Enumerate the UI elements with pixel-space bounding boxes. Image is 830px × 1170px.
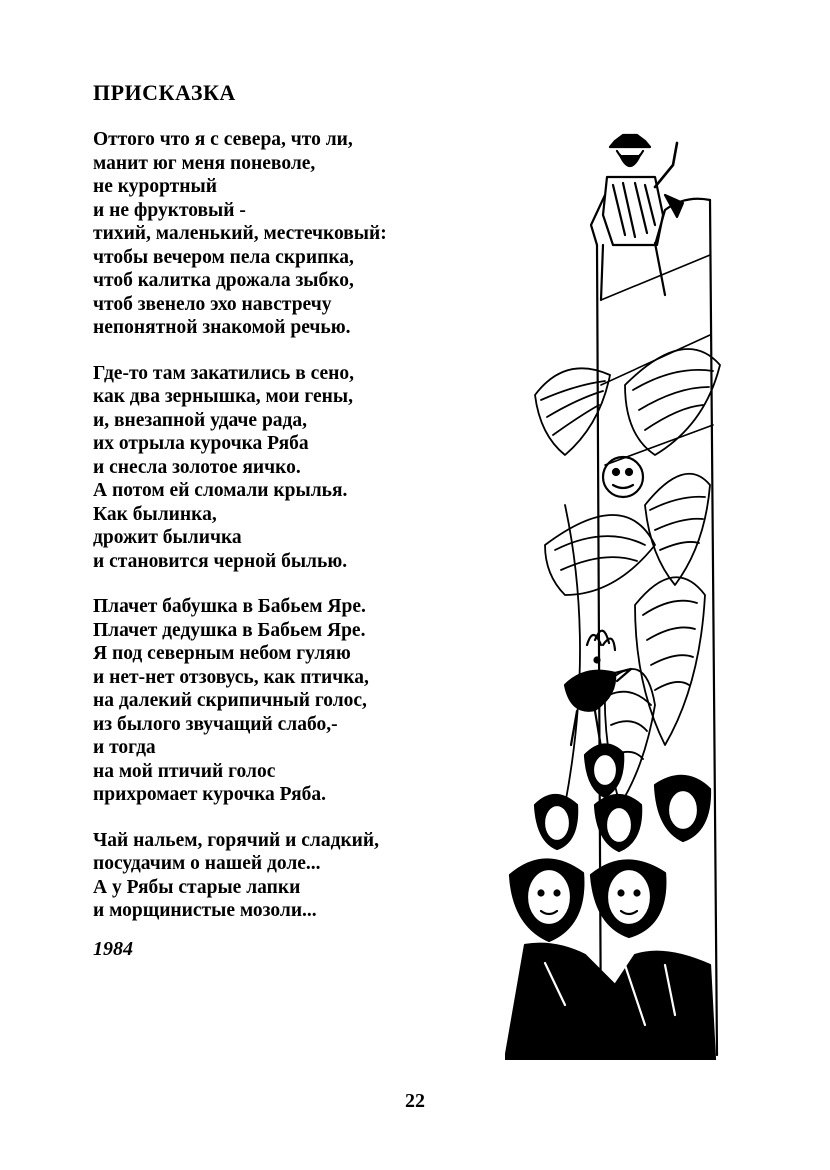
- poem-line: и морщинистые мозоли...: [93, 900, 317, 921]
- poem-line: манит юг меня поневоле,: [93, 152, 316, 174]
- ink-illustration: [505, 125, 745, 1060]
- poem-line: и не фруктовый -: [93, 199, 246, 221]
- poem-line: Оттого что я с севера, что ли,: [93, 129, 353, 150]
- poem-line: тихий, маленький, местечковый:: [93, 223, 387, 244]
- poem-line: посудачим о нашей доле...: [93, 853, 321, 874]
- poem-line: и тогда: [93, 737, 156, 758]
- poem-date: 1984: [93, 938, 133, 960]
- poem-line: на мой птичий голос: [93, 760, 276, 782]
- poem-line: и становится черной былью.: [93, 550, 348, 572]
- poem-line: прихромает курочка Ряба.: [93, 784, 326, 805]
- poem-line: Где-то там закатились в сено,: [93, 362, 355, 384]
- fiddler-figure: [591, 135, 683, 300]
- leaves: [535, 349, 720, 805]
- poem-line: как два зернышка, мои гены,: [93, 386, 353, 407]
- stanza-1: [93, 128, 493, 340]
- poem-line: не курортный: [93, 176, 217, 197]
- poem-line: А у Рябы старые лапки: [93, 876, 301, 898]
- poem-line: дрожит быличка: [93, 527, 242, 548]
- poem-line: Я под северным небом гуляю: [93, 643, 351, 664]
- stanza-4: [93, 829, 493, 923]
- page-number: 22: [405, 1090, 425, 1112]
- poem-line: Как былинка,: [93, 503, 217, 525]
- poem-title: ПРИСКАЗКА: [93, 80, 236, 105]
- poem-line: Плачет дедушка в Бабьем Яре.: [93, 619, 366, 641]
- poem-line: их отрыла курочка Ряба: [93, 433, 309, 454]
- stanza-2: [93, 362, 493, 574]
- poem-line: Чай нальем, горячий и сладкий,: [93, 829, 380, 851]
- poem-line: Плачет бабушка в Бабьем Яре.: [93, 596, 366, 617]
- poem-line: непонятной знакомой речью.: [93, 317, 351, 338]
- poem-line: и нет-нет отзовусь, как птичка,: [93, 666, 369, 688]
- poem-body: [93, 128, 493, 945]
- poem-line: чтоб калитка дрожала зыбко,: [93, 270, 354, 291]
- poem-line: и, внезапной удаче рада,: [93, 409, 308, 431]
- egg-circle: [603, 457, 643, 497]
- poem-line: чтобы вечером пела скрипка,: [93, 246, 354, 268]
- poem-line: на далекий скрипичный голос,: [93, 690, 367, 711]
- poem-line: А потом ей сломали крылья.: [93, 480, 348, 501]
- poem-line: из былого звучащий слабо,-: [93, 713, 338, 735]
- poem-line: чтоб звенело эхо навстречу: [93, 293, 332, 315]
- poem-line: и снесла золотое яичко.: [93, 456, 301, 478]
- crowd-figures: [505, 744, 715, 1060]
- stanza-3: [93, 595, 493, 807]
